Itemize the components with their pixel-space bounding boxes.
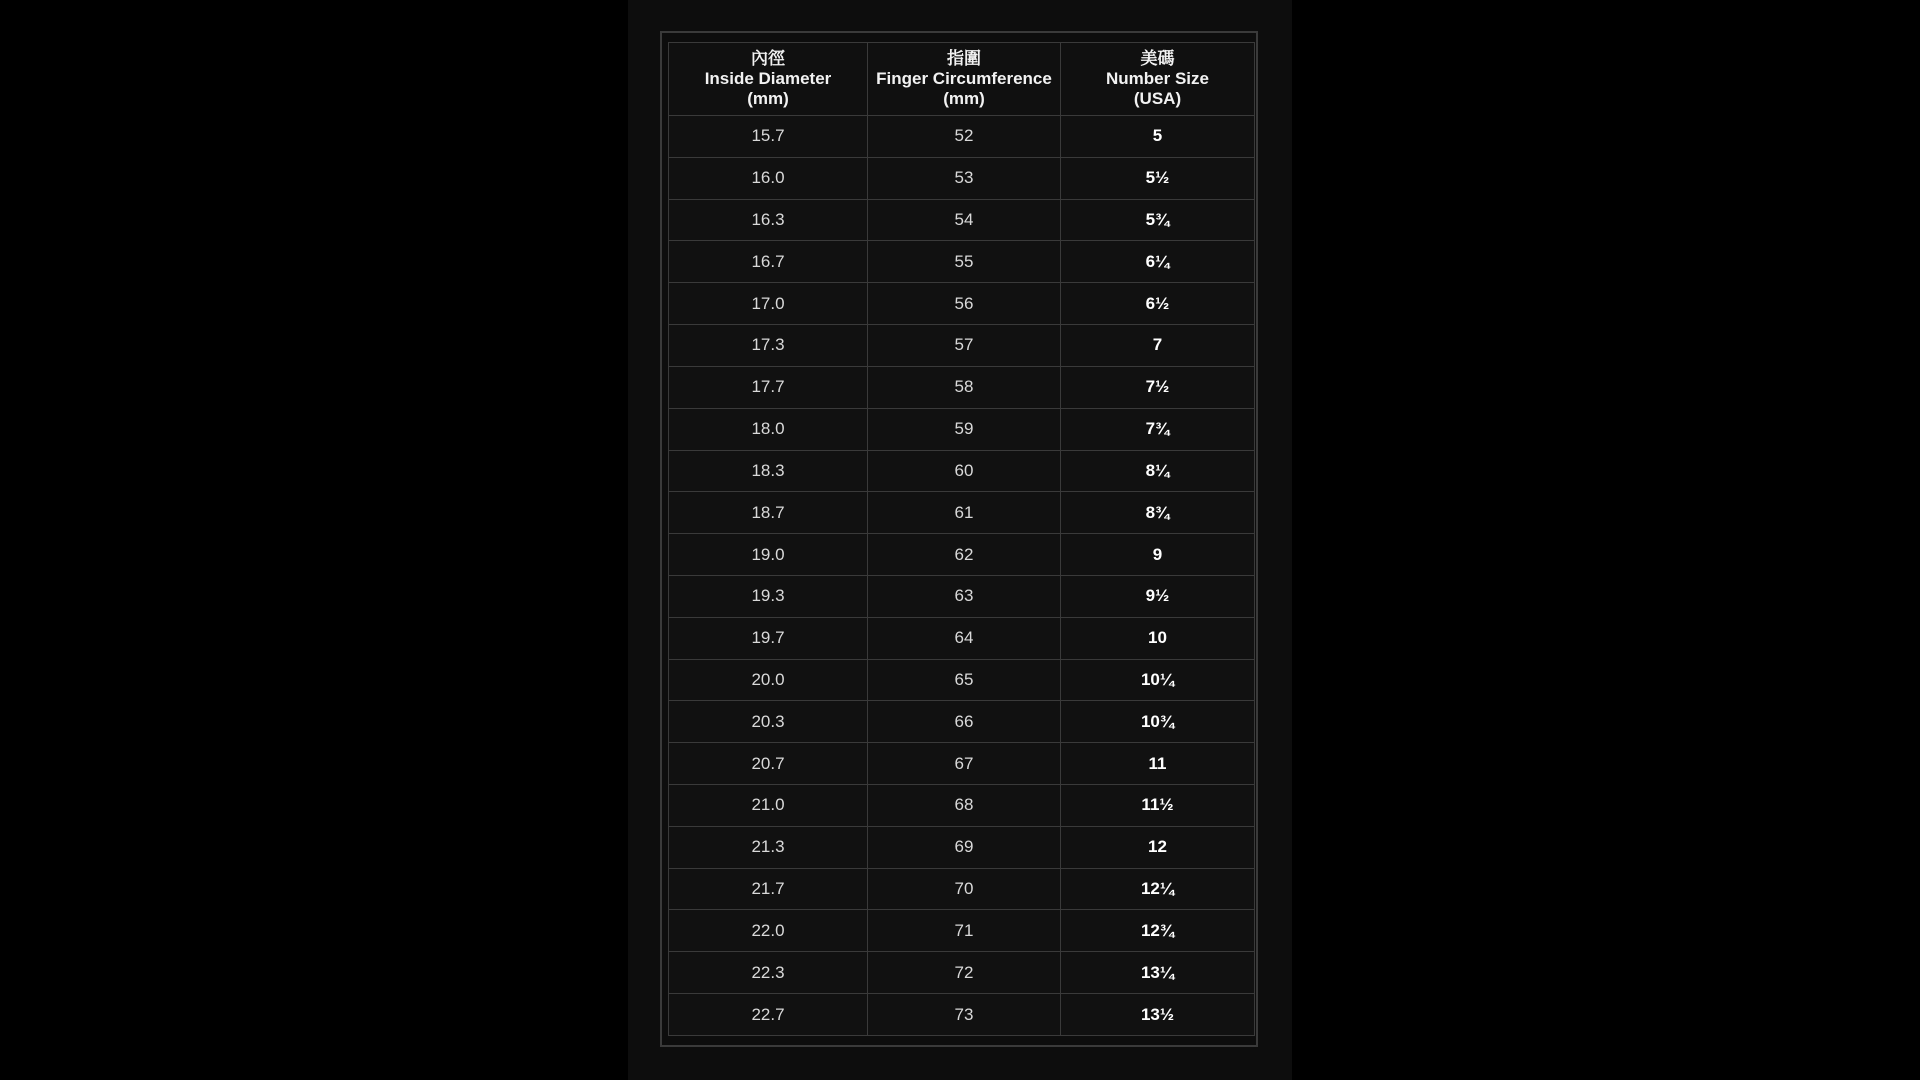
cell-inside-diameter: 19.3 <box>669 575 868 617</box>
cell-inside-diameter: 16.7 <box>669 241 868 283</box>
cell-number-size: 5 <box>1061 116 1255 158</box>
cell-number-size: 12 <box>1061 826 1255 868</box>
cell-number-size: 8¼ <box>1061 450 1255 492</box>
cell-number-size: 11½ <box>1061 785 1255 827</box>
cell-inside-diameter: 22.0 <box>669 910 868 952</box>
cell-finger-circumference: 60 <box>868 450 1061 492</box>
cell-number-size: 7½ <box>1061 366 1255 408</box>
table-row <box>669 283 1255 325</box>
cell-inside-diameter: 18.0 <box>669 408 868 450</box>
table-row <box>669 785 1255 827</box>
cell-number-size: 10 <box>1061 617 1255 659</box>
table-header <box>669 43 1255 116</box>
cell-finger-circumference: 73 <box>868 994 1061 1036</box>
cell-inside-diameter: 16.0 <box>669 157 868 199</box>
cell-finger-circumference: 52 <box>868 116 1061 158</box>
cell-inside-diameter: 22.3 <box>669 952 868 994</box>
cell-finger-circumference: 65 <box>868 659 1061 701</box>
table-row <box>669 199 1255 241</box>
header-zh: 內徑 <box>751 49 785 68</box>
cell-finger-circumference: 67 <box>868 743 1061 785</box>
cell-inside-diameter: 21.7 <box>669 868 868 910</box>
table-row <box>669 701 1255 743</box>
cell-number-size: 7¾ <box>1061 408 1255 450</box>
cell-inside-diameter: 21.0 <box>669 785 868 827</box>
header-en: Finger Circumference <box>876 69 1052 88</box>
table-row <box>669 952 1255 994</box>
cell-inside-diameter: 20.7 <box>669 743 868 785</box>
cell-inside-diameter: 18.7 <box>669 492 868 534</box>
table-row <box>669 534 1255 576</box>
table-body <box>669 116 1255 1036</box>
cell-finger-circumference: 72 <box>868 952 1061 994</box>
table-row <box>669 366 1255 408</box>
cell-number-size: 12¼ <box>1061 868 1255 910</box>
cell-finger-circumference: 56 <box>868 283 1061 325</box>
table-row <box>669 492 1255 534</box>
table-row <box>669 743 1255 785</box>
cell-finger-circumference: 71 <box>868 910 1061 952</box>
table-row <box>669 575 1255 617</box>
cell-finger-circumference: 66 <box>868 701 1061 743</box>
header-number-size <box>1061 43 1255 116</box>
cell-finger-circumference: 55 <box>868 241 1061 283</box>
table-row <box>669 659 1255 701</box>
cell-number-size: 6¼ <box>1061 241 1255 283</box>
table-row <box>669 241 1255 283</box>
cell-inside-diameter: 17.7 <box>669 366 868 408</box>
cell-finger-circumference: 61 <box>868 492 1061 534</box>
header-unit: (USA) <box>1133 89 1182 108</box>
cell-number-size: 11 <box>1061 743 1255 785</box>
cell-inside-diameter: 16.3 <box>669 199 868 241</box>
table-row <box>669 157 1255 199</box>
table-row <box>669 826 1255 868</box>
cell-number-size: 7 <box>1061 325 1255 367</box>
cell-number-size: 13½ <box>1061 994 1255 1036</box>
table-row <box>669 450 1255 492</box>
cell-finger-circumference: 59 <box>868 408 1061 450</box>
cell-inside-diameter: 21.3 <box>669 826 868 868</box>
cell-finger-circumference: 69 <box>868 826 1061 868</box>
table-row <box>669 325 1255 367</box>
cell-inside-diameter: 17.3 <box>669 325 868 367</box>
cell-finger-circumference: 68 <box>868 785 1061 827</box>
cell-finger-circumference: 57 <box>868 325 1061 367</box>
table-row <box>669 116 1255 158</box>
cell-number-size: 8¾ <box>1061 492 1255 534</box>
header-unit: (mm) <box>943 89 985 108</box>
cell-finger-circumference: 63 <box>868 575 1061 617</box>
table-row <box>669 910 1255 952</box>
ring-size-table <box>668 42 1255 1036</box>
cell-number-size: 9 <box>1061 534 1255 576</box>
cell-finger-circumference: 53 <box>868 157 1061 199</box>
cell-inside-diameter: 22.7 <box>669 994 868 1036</box>
header-unit: (mm) <box>747 89 789 108</box>
table-row <box>669 994 1255 1036</box>
header-zh: 美碼 <box>1140 49 1175 68</box>
header-finger-circumference <box>868 43 1061 116</box>
cell-inside-diameter: 20.3 <box>669 701 868 743</box>
cell-finger-circumference: 62 <box>868 534 1061 576</box>
cell-inside-diameter: 17.0 <box>669 283 868 325</box>
cell-inside-diameter: 15.7 <box>669 116 868 158</box>
cell-finger-circumference: 54 <box>868 199 1061 241</box>
cell-number-size: 6½ <box>1061 283 1255 325</box>
cell-inside-diameter: 19.0 <box>669 534 868 576</box>
table-row <box>669 408 1255 450</box>
cell-number-size: 10¾ <box>1061 701 1255 743</box>
header-en: Inside Diameter <box>704 69 832 88</box>
size-chart-frame <box>660 31 1258 1047</box>
cell-finger-circumference: 64 <box>868 617 1061 659</box>
header-en: Number Size <box>1106 69 1209 88</box>
cell-number-size: 10¼ <box>1061 659 1255 701</box>
cell-inside-diameter: 20.0 <box>669 659 868 701</box>
cell-number-size: 5½ <box>1061 157 1255 199</box>
header-zh: 指圍 <box>947 49 981 68</box>
cell-finger-circumference: 58 <box>868 366 1061 408</box>
table-row <box>669 868 1255 910</box>
content-panel <box>628 0 1292 1080</box>
cell-number-size: 5¾ <box>1061 199 1255 241</box>
cell-inside-diameter: 18.3 <box>669 450 868 492</box>
cell-finger-circumference: 70 <box>868 868 1061 910</box>
cell-number-size: 9½ <box>1061 575 1255 617</box>
header-inside-diameter <box>669 43 868 116</box>
cell-inside-diameter: 19.7 <box>669 617 868 659</box>
cell-number-size: 13¼ <box>1061 952 1255 994</box>
table-row <box>669 617 1255 659</box>
header-row <box>669 43 1255 116</box>
cell-number-size: 12¾ <box>1061 910 1255 952</box>
